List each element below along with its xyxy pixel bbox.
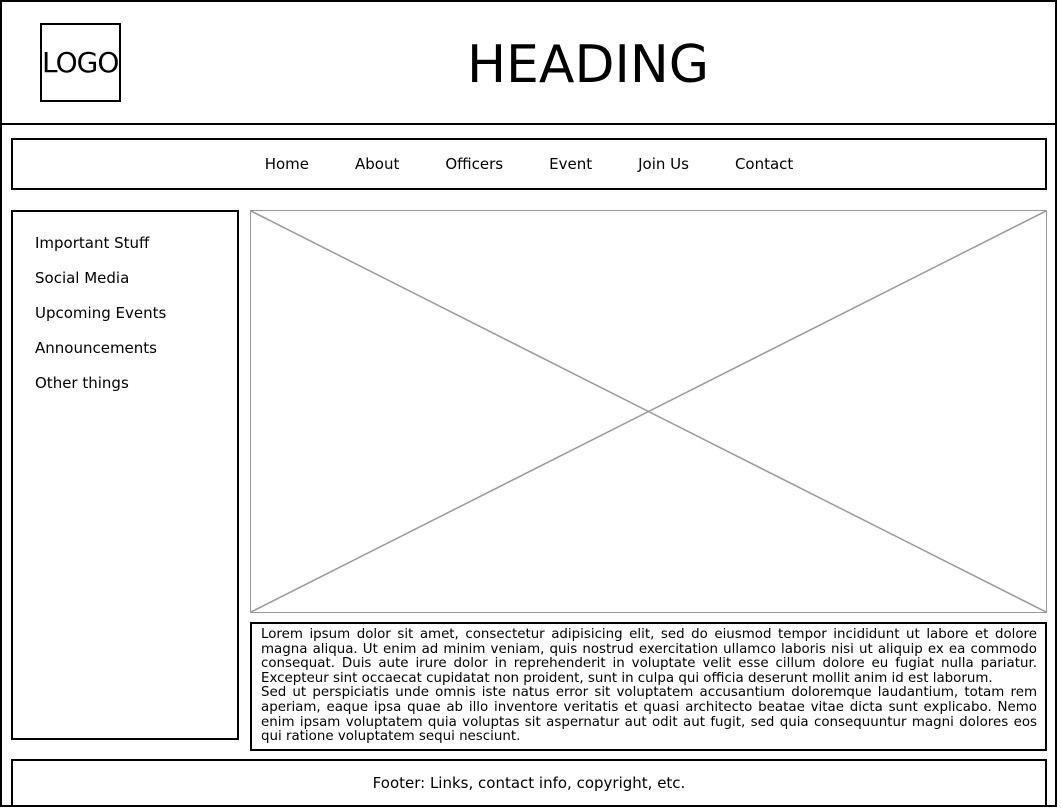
footer-text: Footer: Links, contact info, copyright, etc.	[372, 774, 686, 793]
paragraph: Lorem ipsum dolor sit amet, consectetur adipisicing elit, sed do eiusmod tempor incididunt ut labore et dolore magna aliqua. Ut enim ad minim veniam, quis nostrud exercitation ullamco laboris nisi ut aliquip ex ea commodo consequat. Duis aute irure dolor in reprehenderit in voluptate velit esse cillum dolore eu fugiat nulla pariatur. Excepteur sint occaecat cupidatat non proident, sunt in culpa qui officia deserunt mollit anim id est laborum.	[261, 627, 1037, 686]
paragraph: Sed ut perspiciatis unde omnis iste natus error sit voluptatem accusantium doloremque laudantium, totam rem aperiam, eaque ipsa quae ab illo inventore veritatis et quasi architecto beatae vitae dicta sunt explicabo. Nemo enim ipsam voluptatem quia voluptas sit aspernatur aut odit aut fugit, sed quia consequuntur magni dolores eos qui ratione voluptatem sequi nesciunt.	[261, 685, 1037, 745]
sidebar-item[interactable]: Announcements	[35, 338, 157, 357]
placeholder-cross-icon	[251, 211, 1046, 612]
nav-item[interactable]: Home	[264, 155, 309, 173]
sidebar-item[interactable]: Upcoming Events	[35, 303, 167, 322]
header	[2, 2, 1055, 125]
navbar	[11, 138, 1047, 190]
image-placeholder	[250, 210, 1047, 613]
footer	[11, 759, 1047, 807]
sidebar-item[interactable]: Important Stuff	[35, 233, 150, 252]
sidebar-item[interactable]: Social Media	[35, 268, 130, 287]
logo-box	[40, 23, 121, 102]
main	[11, 210, 1047, 751]
page-title: HEADING	[466, 34, 710, 95]
nav-item[interactable]: Join Us	[638, 155, 689, 173]
nav-item[interactable]: Contact	[734, 155, 794, 173]
nav-item[interactable]: About	[354, 155, 400, 173]
sidebar	[11, 210, 239, 740]
content	[250, 210, 1047, 751]
sidebar-item[interactable]: Other things	[35, 373, 129, 392]
nav-item[interactable]: Officers	[445, 155, 504, 173]
logo-text: LOGO	[42, 46, 119, 79]
nav-item[interactable]: Event	[549, 155, 593, 173]
body-text-box	[250, 622, 1047, 751]
